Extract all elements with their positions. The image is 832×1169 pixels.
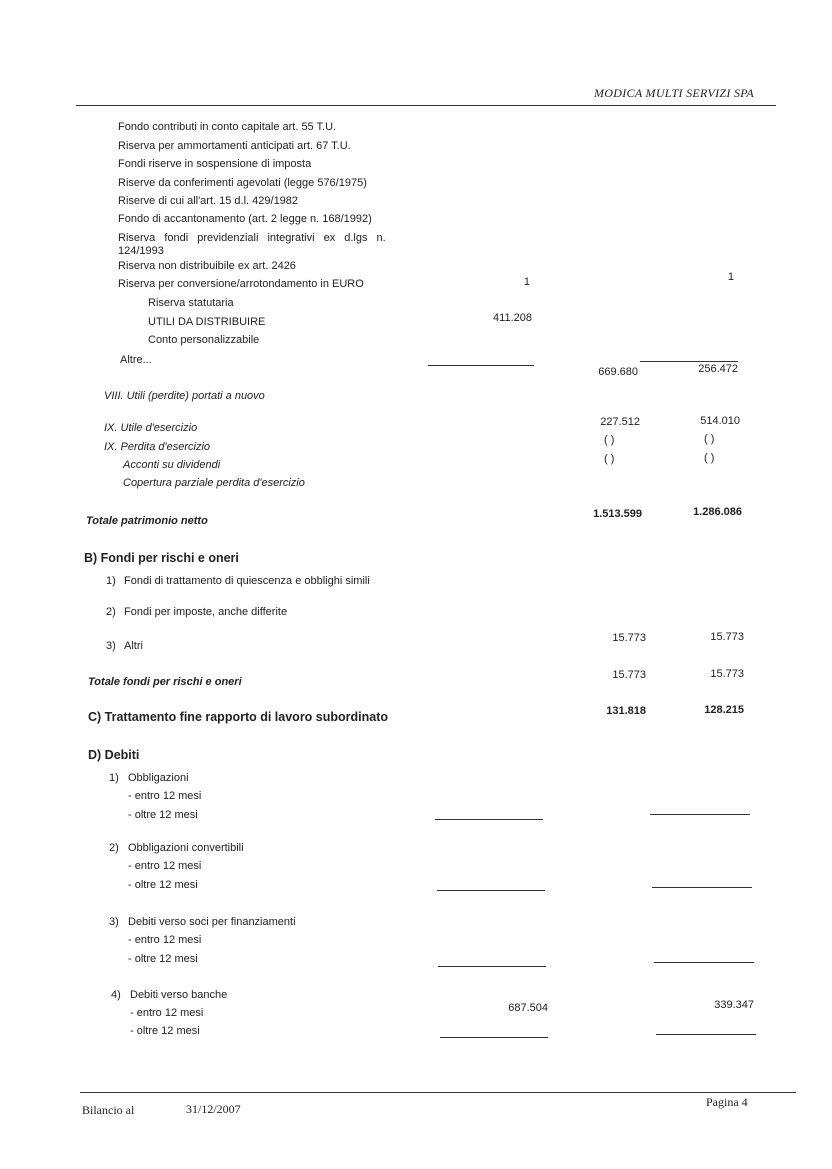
reserve-label: Riserva non distribuibile ex art. 2426 [118,260,296,272]
reserve-label: Altre... [120,354,152,366]
reserve-label: Riserva fondi previdenziali integrativi ex d.lgs n. 124/1993 [118,232,386,257]
footer-label: Bilancio al [82,1103,135,1117]
entro-label: - entro 12 mesi [128,934,202,946]
reserve-label: Riserve da conferimenti agevolati (legge 576/1975) [118,177,367,189]
section-d-title: D) Debiti [88,748,140,762]
entro-label: - entro 12 mesi [128,790,202,802]
value-col3: ( ) [704,433,715,445]
value-col3: 15.773 [710,668,744,680]
footer-rule [80,1092,796,1093]
item-num: 1) [106,575,116,587]
value-col1: 411.208 [493,312,532,324]
section-b-title: B) Fondi per rischi e oneri [84,551,239,565]
acconti-label: Acconti su dividendi [123,459,221,471]
item-num: 3) [106,640,116,652]
value-col3: 1.286.086 [693,506,742,518]
sum-rule [656,1034,756,1035]
item-num: 4) [111,989,121,1001]
reserve-label: UTILI DA DISTRIBUIRE [148,316,266,328]
sum-rule [438,966,546,967]
oltre-label: - oltre 12 mesi [128,879,198,891]
value-col2: 131.818 [606,705,646,717]
value-col2: ( ) [604,434,615,446]
value-col2: 1.513.599 [593,508,642,520]
sum-rule [650,814,750,815]
value-col3: ( ) [704,452,715,464]
oltre-label: - oltre 12 mesi [128,809,198,821]
entro-label: - entro 12 mesi [128,860,202,872]
page-number: Pagina 4 [706,1095,748,1109]
reserve-label: Riserva per ammortamenti anticipati art. 67 T.U. [118,140,351,152]
equity-viii-label: VIII. Utili (perdite) portati a nuovo [104,390,265,402]
item-label: Obbligazioni [128,772,189,784]
reserve-label: Riserva per conversione/arrotondamento in EURO [118,278,364,290]
item-label: Fondi di trattamento di quiescenza e obblighi simili [124,575,370,587]
oltre-label: - oltre 12 mesi [128,953,198,965]
item-label: Obbligazioni convertibili [128,842,244,854]
section-c-title: C) Trattamento fine rapporto di lavoro subordinato [88,710,389,724]
equity-loss-label: IX. Perdita d'esercizio [104,441,211,453]
value-col3: 1 [727,271,734,283]
sum-rule [437,890,545,891]
value-col1: 1 [523,276,530,288]
copertura-label: Copertura parziale perdita d'esercizio [123,477,305,489]
value-col1: 687.504 [508,1002,548,1014]
reserve-label: Fondo di accantonamento (art. 2 legge n. 168/1992) [118,213,372,225]
value-col3: 339.347 [714,999,754,1011]
reserve-label: Fondi riserve in sospensione di imposta [118,158,312,170]
header-rule [76,105,776,106]
item-label: Debiti verso soci per finanziamenti [128,916,296,928]
value-col2: ( ) [604,453,615,465]
equity-profit-label: IX. Utile d'esercizio [104,422,198,434]
reserve-label: Riserve di cui all'art. 15 d.l. 429/1982 [118,195,299,207]
value-col2: 15.773 [612,632,646,644]
company-name: MODICA MULTI SERVIZI SPA [594,86,754,100]
sum-rule [440,1037,548,1038]
item-num: 2) [106,606,116,618]
item-num: 2) [109,842,119,854]
value-col2: 669.680 [598,366,638,378]
value-col3: 514.010 [700,415,740,427]
item-label: Debiti verso banche [130,989,228,1001]
value-col2: 227.512 [600,416,640,428]
value-col2: 15.773 [612,669,646,681]
reserve-label: Fondo contributi in conto capitale art. 55 T.U. [118,121,337,133]
total-fondi-label: Totale fondi per rischi e oneri [88,676,242,688]
entro-label: - entro 12 mesi [130,1007,204,1019]
sum-rule [652,887,752,888]
item-label: Altri [124,640,143,652]
value-col3: 128.215 [704,704,744,716]
sum-rule [654,962,754,963]
sum-rule [428,365,534,366]
item-num: 1) [109,772,119,784]
footer-date: 31/12/2007 [186,1102,241,1116]
total-equity-label: Totale patrimonio netto [86,515,208,527]
value-col3: 256.472 [698,363,738,375]
item-num: 3) [109,916,119,928]
value-col3: 15.773 [710,631,744,643]
reserve-label: Conto personalizzabile [148,334,260,346]
sum-rule [435,819,543,820]
reserve-label: Riserva statutaria [148,297,234,309]
oltre-label: - oltre 12 mesi [130,1025,200,1037]
item-label: Fondi per imposte, anche differite [124,606,288,618]
sum-rule [640,361,738,362]
